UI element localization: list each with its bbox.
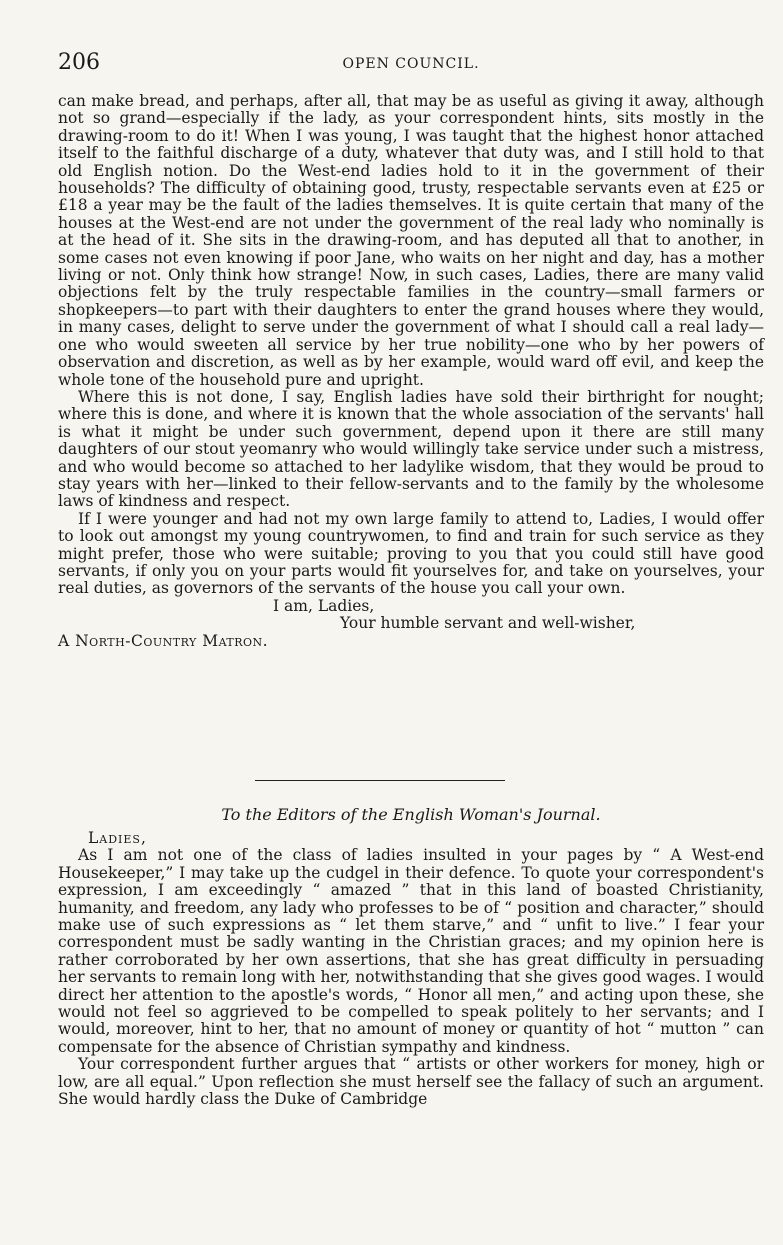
closing-line-2: Your humble servant and well-wisher, [340,614,636,633]
closing-line-1: I am, Ladies, [273,596,375,615]
letter-two-title: To the Editors of the English Woman's Journal. [221,805,601,824]
letter-two-paragraph-2: Your correspondent further argues that “ artists or other workers for money, high or low, are all equal.” Upon reflection she must herself see the fallacy of such an argument. She would hardly class the Duke of Cambridge [58,1055,764,1109]
letter-two [58,830,764,1109]
page-number: 206 [58,50,100,75]
letter-one-paragraph-2: Where this is not done, I say, English ladies have sold their birthright for nought; where this is done, and where it is known that the whole association of the servants' hall is what it might be under such government, depend upon it there are still many daughters of our stout yeomanry who would willingly take service under such a mistress, and who would become so attached to her ladylike wisdom, that they would be proud to stay years with her—linked to their fellow-servants and to the family by the wholesome laws of kindness and respect. [58,387,764,511]
letter-one [58,93,764,650]
section-divider [255,780,505,781]
letter-two-paragraph-1: As I am not one of the class of ladies insulted in your pages by “ A West-end Housekeeper,” I may take up the cudgel in their defence. To quote your correspondent's expression, I am exceedingly “ amazed ” that in this land of boasted Christianity, humanity, and freedom, any lady who professes to be of “ position and character,” should make use of such expressions as “ let them starve,” and “ unfit to live.” I fear your correspondent must be sadly wanting in the Christian graces; and my opinion here is rather corroborated by her own assertions, that she has great difficulty in persuading her servants to remain long with her, notwithstanding that she gives good wages. I would direct her attention to the apostle's words, “ Honor all men,” and acting upon these, she would not feel so aggrieved to be compelled to speak politely to her servants; and I would, moreover, hint to her, that no amount of money or quantity of hot “ mutton ” can compensate for the absence of Christian sympathy and kindness. [58,846,764,1056]
letter-one-paragraph-1: can make bread, and perhaps, after all, that may be as useful as giving it away, although not so grand—especially if the lady, as your correspondent hints, sits mostly in the drawing-room to do it! When I was young, I was taught that the highest honor attached itself to the faithful discharge of a duty, whatever that duty was, and I still hold to that old English notion. Do the West-end ladies hold to it in the government of their households? The difficulty of obtaining good, trusty, respectable servants even at £25 or £18 a year may be the fault of the ladies themselves. It is quite certain that many of the houses at the West-end are not under the government of the real lady who nominally is at the head of it. She sits in the drawing-room, and has deputed all that to another, in some cases not even knowing if poor Jane, who waits on her night and day, has a mother living or not. Only think how strange! Now, in such cases, Ladies, there are many valid objections felt by the truly respectable families in the country—small farmers or shopkeepers—to part with their daughters to enter the grand houses where they would, in many cases, delight to serve under the government of what I should call a real lady—one who would sweeten all service by her true nobility—one who by her powers of observation and discretion, as well as by her example, would ward off evil, and keep the whole tone of the household pure and upright. [58,92,764,389]
page-header [58,50,764,78]
letter-one-paragraph-3: If I were younger and had not my own large family to attend to, Ladies, I would offer to look out amongst my young countrywomen, to find and train for such service as they might prefer, those who were suitable; proving to you that you could still have good servants, if only you on your parts would fit yourselves for, and take on yourselves, your real duties, as governors of the servants of the house you call your own. [58,509,764,598]
signature: A North-Country Matron. [58,631,269,650]
salutation: Ladies, [88,829,147,847]
running-head: OPEN COUNCIL. [342,56,480,72]
